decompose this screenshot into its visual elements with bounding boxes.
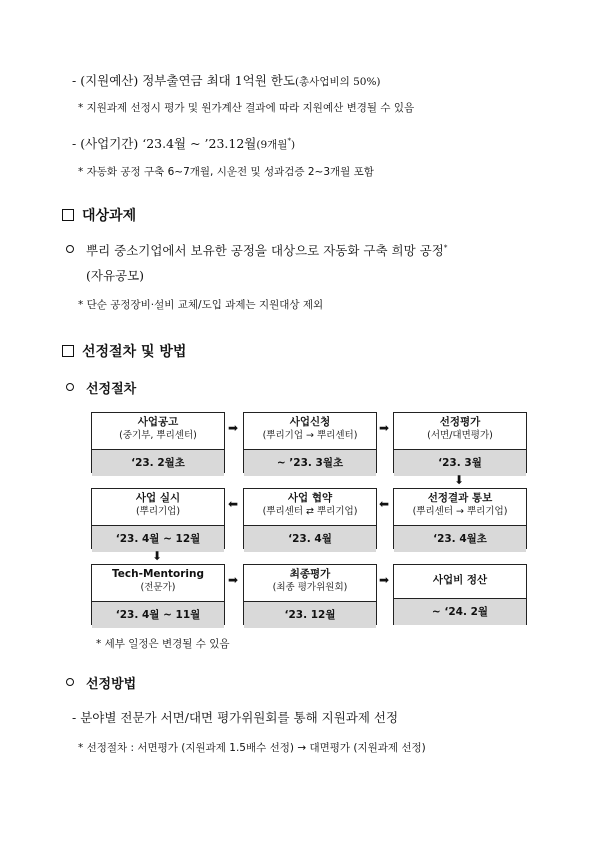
method-heading bbox=[66, 673, 136, 692]
arrow-left-icon: ⬅ bbox=[379, 497, 390, 511]
flow-box-notification bbox=[393, 488, 527, 549]
procedure-title: 선정절차 bbox=[86, 382, 137, 397]
arrow-right-icon: ➡ bbox=[228, 421, 239, 435]
square-bullet-icon bbox=[62, 345, 74, 357]
flow-date: ‘23. 4월 ~ 11월 bbox=[92, 602, 224, 628]
arrow-right-icon: ➡ bbox=[379, 573, 390, 587]
flow-title: 사업공고 bbox=[137, 416, 179, 428]
flow-sub: (전문가) bbox=[140, 582, 176, 593]
flow-note: * 세부 일정은 변경될 수 있음 bbox=[96, 638, 230, 650]
period-suffix: (9개월 bbox=[256, 139, 288, 151]
flow-box-announce bbox=[91, 412, 225, 473]
circle-bullet-icon bbox=[66, 245, 74, 253]
square-bullet-icon bbox=[62, 209, 74, 221]
procedure-heading bbox=[66, 378, 136, 397]
method-line: - 분야별 전문가 서면/대면 평가위원회를 통해 지원과제 선정 bbox=[72, 710, 399, 725]
arrow-right-icon: ➡ bbox=[379, 421, 390, 435]
budget-line bbox=[72, 71, 381, 89]
flow-box-apply bbox=[243, 412, 377, 473]
flow-title: Tech-Mentoring bbox=[112, 568, 204, 580]
flow-date: ‘23. 4월초 bbox=[394, 526, 526, 552]
flow-sub: (뿌리센터 ⇄ 뿌리기업) bbox=[262, 506, 358, 517]
circle-bullet-icon bbox=[66, 678, 74, 686]
budget-note: * 지원과제 선정시 평가 및 원가계산 결과에 따라 지원예산 변경될 수 있음 bbox=[78, 102, 415, 114]
flow-box-execution bbox=[91, 488, 225, 549]
section-selection-title: 선정절차 및 방법 bbox=[82, 344, 187, 360]
flow-date: ‘23. 2월초 bbox=[92, 450, 224, 476]
flow-title: 사업신청 bbox=[289, 416, 331, 428]
period-suffix-close: ) bbox=[290, 139, 296, 151]
flow-box-mentoring bbox=[91, 564, 225, 625]
period-text: - (사업기간) ‘23.4월 ~ ’23.12월 bbox=[72, 136, 257, 151]
flow-date: ‘23. 12월 bbox=[244, 602, 376, 628]
budget-text: - (지원예산) 정부출연금 최대 1억원 한도 bbox=[72, 73, 295, 88]
period-note: * 자동화 공정 구축 6~7개월, 시운전 및 성과검증 2~3개월 포함 bbox=[78, 166, 374, 178]
target-sup: * bbox=[443, 243, 448, 252]
flow-title: 선정평가 bbox=[439, 416, 481, 428]
section-target-heading bbox=[62, 205, 136, 225]
flow-box-settlement bbox=[393, 564, 527, 625]
flow-title: 사업 실시 bbox=[135, 492, 181, 504]
arrow-down-icon: ⬇ bbox=[152, 549, 163, 563]
period-line bbox=[72, 134, 295, 152]
target-bullet-text: 뿌리 중소기업에서 보유한 공정을 대상으로 자동화 구축 희망 공정 bbox=[86, 243, 444, 258]
period-sup: * bbox=[287, 136, 291, 145]
method-title: 선정방법 bbox=[86, 677, 137, 692]
flow-title: 선정결과 통보 bbox=[427, 492, 493, 504]
flow-box-evaluation bbox=[393, 412, 527, 473]
flow-box-final-evaluation bbox=[243, 564, 377, 625]
target-note: * 단순 공정장비·설비 교체/도입 과제는 지원대상 제외 bbox=[78, 299, 324, 311]
flow-date: ~ ‘24. 2월 bbox=[394, 599, 526, 625]
flow-sub: (뿌리기업) bbox=[135, 506, 181, 517]
arrow-down-icon: ⬇ bbox=[454, 473, 465, 487]
flow-sub: (최종 평가위원회) bbox=[272, 582, 348, 593]
flow-title: 사업비 정산 bbox=[432, 574, 488, 586]
budget-suffix: (총사업비의 50%) bbox=[294, 76, 381, 88]
target-bullet-line2: (자유공모) bbox=[86, 268, 145, 283]
flow-sub: (뿌리센터 → 뿌리기업) bbox=[412, 506, 508, 517]
flow-sub: (중기부, 뿌리센터) bbox=[119, 430, 197, 441]
flow-box-agreement bbox=[243, 488, 377, 549]
flow-date: ‘23. 4월 bbox=[244, 526, 376, 552]
flow-sub: (서면/대면평가) bbox=[427, 430, 493, 441]
target-bullet bbox=[66, 241, 447, 259]
section-selection-heading bbox=[62, 341, 186, 361]
flow-title: 사업 협약 bbox=[287, 492, 333, 504]
section-target-title: 대상과제 bbox=[82, 208, 137, 224]
arrow-left-icon: ⬅ bbox=[228, 497, 239, 511]
flow-date: ~ ’23. 3월초 bbox=[244, 450, 376, 476]
arrow-right-icon: ➡ bbox=[228, 573, 239, 587]
flow-date: ‘23. 4월 ~ 12월 bbox=[92, 526, 224, 552]
flow-title: 최종평가 bbox=[289, 568, 331, 580]
flow-sub: (뿌리기업 → 뿌리센터) bbox=[262, 430, 358, 441]
circle-bullet-icon bbox=[66, 383, 74, 391]
method-note: * 선정절차 : 서면평가 (지원과제 1.5배수 선정) → 대면평가 (지원과제 선정) bbox=[78, 742, 426, 754]
flow-date: ‘23. 3월 bbox=[394, 450, 526, 476]
